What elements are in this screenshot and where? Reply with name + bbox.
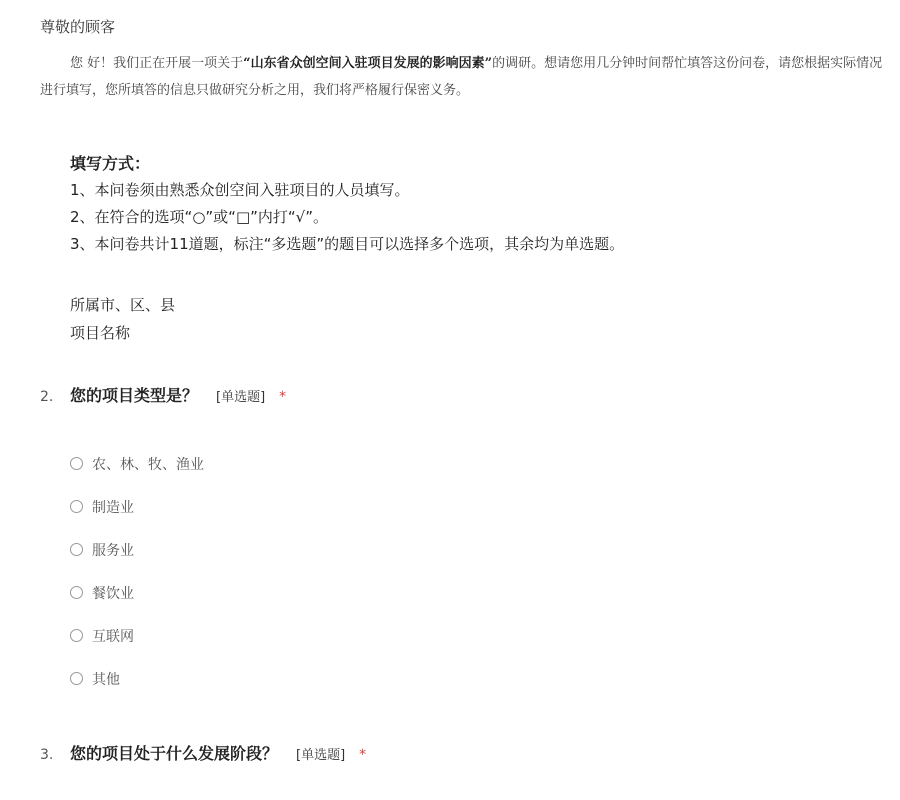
- option-label[interactable]: 农、林、牧、渔业: [92, 457, 204, 473]
- option-manufacturing[interactable]: [70, 497, 204, 540]
- question-type-tag: [单选题]: [296, 748, 346, 763]
- instruction-item: 3、本问卷共计11道题，标注“多选题”的题目可以选择多个选项，其余均为单选题。: [70, 235, 625, 253]
- required-marker: *: [279, 389, 287, 405]
- option-agriculture[interactable]: [70, 454, 204, 497]
- option-services[interactable]: [70, 540, 204, 583]
- instructions-block: [70, 150, 624, 258]
- question-2-header: [40, 383, 286, 406]
- question-title: 您的项目处于什么发展阶段？: [70, 744, 279, 763]
- instructions-heading: 填写方式：: [70, 154, 151, 173]
- option-label[interactable]: 服务业: [92, 543, 134, 559]
- instruction-item: 1、本问卷须由熟悉众创空间入驻项目的人员填写。: [70, 181, 410, 199]
- meta-fields: [70, 291, 175, 347]
- survey-topic: “山东省众创空间入驻项目发展的影响因素”: [243, 56, 493, 71]
- question-title: 您的项目类型是？: [70, 386, 199, 405]
- greeting-text: 尊敬的顾客: [40, 18, 116, 36]
- intro-prefix: 您 好！我们正在开展一项关于: [70, 56, 244, 71]
- question-number: 3.: [40, 747, 54, 763]
- required-marker: *: [359, 747, 367, 763]
- question-2-options: [70, 454, 204, 712]
- option-label[interactable]: 制造业: [92, 500, 134, 516]
- instruction-item: 2、在符合的选项“○”或“□”内打“√”。: [70, 208, 328, 226]
- option-other[interactable]: [70, 669, 204, 712]
- option-label[interactable]: 其他: [92, 672, 120, 688]
- question-type-tag: [单选题]: [216, 390, 266, 405]
- question-number: 2.: [40, 389, 54, 405]
- radio-button-icon[interactable]: [70, 500, 83, 513]
- radio-button-icon[interactable]: [70, 543, 83, 556]
- radio-button-icon[interactable]: [70, 457, 83, 470]
- intro-line-2: 进行填写，您所填答的信息只做研究分析之用，我们将严格履行保密义务。: [40, 83, 470, 98]
- intro-line-1: [40, 50, 900, 77]
- intro-paragraph: [40, 50, 900, 104]
- intro-suffix: 的调研。想请您用几分钟时间帮忙填答这份问卷，请您根据实际情况: [492, 56, 883, 71]
- region-field-label: 所属市、区、县: [70, 296, 176, 314]
- question-3-header: [40, 741, 366, 764]
- option-label[interactable]: 餐饮业: [92, 586, 134, 602]
- radio-button-icon[interactable]: [70, 586, 83, 599]
- option-catering[interactable]: [70, 583, 204, 626]
- radio-button-icon[interactable]: [70, 672, 83, 685]
- radio-button-icon[interactable]: [70, 629, 83, 642]
- option-internet[interactable]: [70, 626, 204, 669]
- project-name-field-label: 项目名称: [70, 324, 131, 342]
- option-label[interactable]: 互联网: [92, 629, 134, 645]
